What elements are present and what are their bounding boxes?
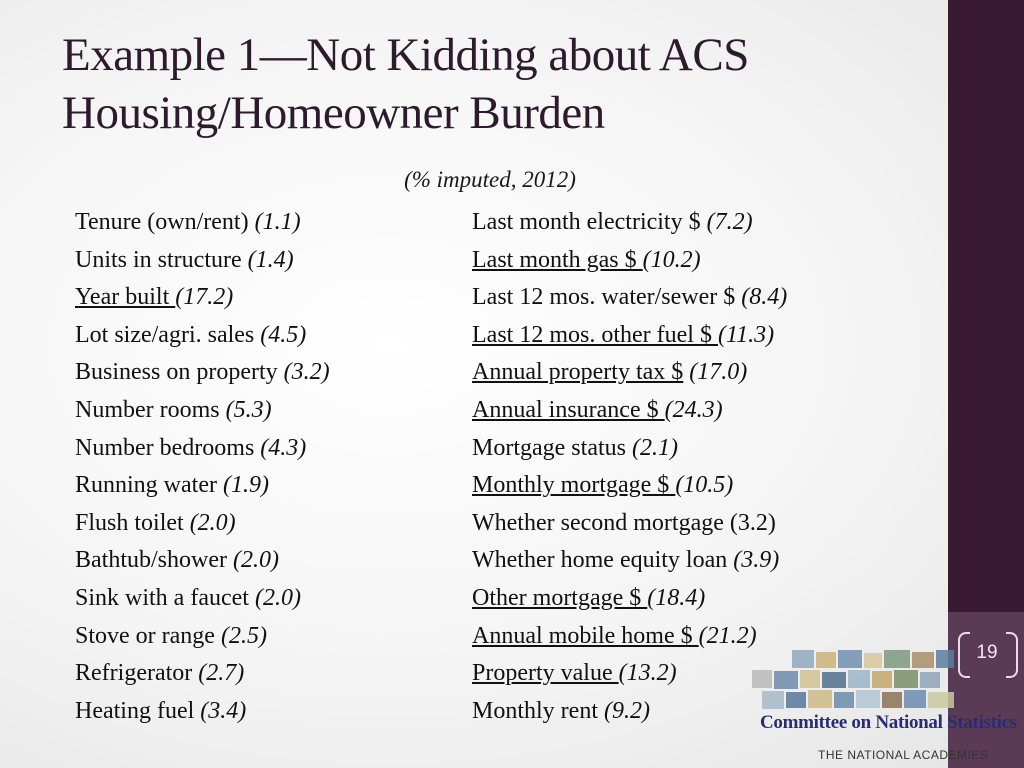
item-label: Annual insurance $: [472, 396, 665, 423]
left-item: [75, 505, 330, 543]
right-item: [472, 430, 787, 468]
item-label: Tenure (own/rent): [75, 209, 255, 235]
mosaic-tile: [808, 690, 832, 708]
item-value: (17.0): [683, 359, 748, 386]
mosaic-tile: [774, 671, 798, 689]
item-value: (2.7): [198, 660, 245, 687]
mosaic-tile: [904, 690, 926, 708]
logo-mosaic: [752, 650, 957, 712]
item-value: (2.0): [189, 509, 236, 536]
item-value: (18.4): [647, 584, 706, 611]
right-item: [472, 392, 787, 430]
mosaic-tile: [928, 692, 954, 708]
left-item: [75, 354, 330, 392]
item-label: Property value: [472, 660, 619, 687]
right-item: [472, 655, 787, 693]
item-value: (1.4): [247, 246, 294, 273]
right-item: [472, 204, 787, 242]
item-value: (10.5): [675, 472, 734, 499]
mosaic-tile: [848, 670, 870, 688]
slide-subtitle: (% imputed, 2012): [404, 167, 576, 192]
item-value: (2.0): [232, 547, 279, 574]
right-item: [472, 279, 787, 317]
item-value: (11.3): [717, 321, 775, 348]
item-value: (4.3): [260, 434, 307, 461]
item-value: (9.2): [604, 697, 650, 724]
item-value: (3.9): [733, 547, 780, 574]
right-item: [472, 505, 787, 543]
mosaic-tile: [920, 672, 940, 688]
item-label: Number bedrooms: [75, 434, 261, 461]
right-item: [472, 542, 787, 580]
logo-subtext: THE NATIONAL ACADEMIES: [818, 748, 989, 762]
mosaic-tile: [838, 650, 862, 668]
item-value: (10.2): [642, 246, 701, 273]
item-label: Other mortgage $: [472, 584, 648, 611]
item-label: Refrigerator: [75, 660, 199, 687]
item-value: (2.1): [631, 434, 678, 461]
logo-name: Committee on National Statistics: [760, 712, 1017, 733]
slide-title: Example 1—Not Kidding about ACS Housing/Homeowner Burden: [62, 29, 749, 139]
item-label: Monthly rent: [472, 697, 604, 724]
item-label: Lot size/agri. sales: [75, 321, 261, 348]
right-item: [472, 467, 787, 505]
mosaic-tile: [792, 650, 814, 668]
item-label: Business on property: [75, 359, 284, 386]
mosaic-tile: [856, 690, 880, 708]
left-item: [75, 242, 330, 280]
item-value: (2.0): [254, 584, 301, 611]
item-value: (8.4): [741, 284, 788, 311]
item-label: Number rooms: [75, 396, 226, 423]
item-label: Year built: [75, 284, 176, 311]
item-value: (3.4): [200, 697, 247, 724]
right-item: [472, 242, 787, 280]
left-item: [75, 430, 330, 468]
item-value: (5.3): [225, 396, 272, 423]
item-label: Last month electricity $: [472, 209, 707, 235]
page-number: 19: [976, 642, 998, 663]
mosaic-tile: [816, 652, 836, 668]
item-label: Flush toilet: [75, 509, 190, 536]
item-value: (7.2): [706, 209, 753, 235]
item-value: (3.2): [729, 509, 776, 536]
item-value: (17.2): [175, 284, 234, 311]
mosaic-tile: [882, 692, 902, 708]
item-value: (13.2): [618, 660, 677, 687]
item-label: Monthly mortgage $: [472, 472, 676, 499]
mosaic-tile: [894, 670, 918, 688]
item-label: Bathtub/shower: [75, 547, 233, 574]
right-item: [472, 580, 787, 618]
mosaic-tile: [834, 692, 854, 708]
left-item: [75, 580, 330, 618]
item-label: Units in structure: [75, 246, 248, 273]
left-item: [75, 467, 330, 505]
item-value: (24.3): [664, 396, 723, 423]
right-item: [472, 693, 787, 731]
left-item: [75, 618, 330, 656]
item-value: (1.9): [222, 472, 269, 499]
item-label: Running water: [75, 472, 223, 499]
left-item: [75, 317, 330, 355]
mosaic-tile: [800, 670, 820, 688]
left-item: [75, 279, 330, 317]
item-label: Heating fuel: [75, 697, 201, 724]
left-item: [75, 204, 330, 242]
item-label: Whether second mortgage: [472, 509, 730, 536]
mosaic-tile: [762, 691, 784, 709]
item-label: Mortgage status: [472, 434, 632, 461]
item-value: (21.2): [698, 622, 757, 649]
item-label: Whether home equity loan: [472, 547, 734, 574]
mosaic-tile: [864, 653, 882, 668]
left-item: [75, 655, 330, 693]
item-label: Last 12 mos. water/sewer $: [472, 284, 742, 311]
mosaic-tile: [912, 652, 934, 668]
item-value: (4.5): [260, 321, 307, 348]
mosaic-tile: [872, 671, 892, 688]
left-item: [75, 392, 330, 430]
right-item: [472, 354, 787, 392]
mosaic-tile: [786, 692, 806, 708]
item-label: Stove or range: [75, 622, 221, 649]
left-item: [75, 542, 330, 580]
item-label: Last 12 mos. other fuel $: [472, 321, 718, 348]
item-label: Annual mobile home $: [472, 622, 699, 649]
item-value: (3.2): [283, 359, 330, 386]
right-item: [472, 618, 787, 656]
right-item: [472, 317, 787, 355]
item-label: Sink with a faucet: [75, 584, 255, 611]
item-value: (1.1): [254, 209, 301, 235]
mosaic-tile: [752, 670, 772, 688]
left-item: [75, 693, 330, 731]
item-value: (2.5): [220, 622, 267, 649]
right-item-list: [472, 204, 787, 730]
left-item-list: [75, 204, 330, 730]
item-label: Annual property tax $: [472, 359, 684, 386]
mosaic-tile: [822, 672, 846, 688]
mosaic-tile: [884, 650, 910, 668]
item-label: Last month gas $: [472, 246, 643, 273]
mosaic-tile: [936, 650, 954, 668]
